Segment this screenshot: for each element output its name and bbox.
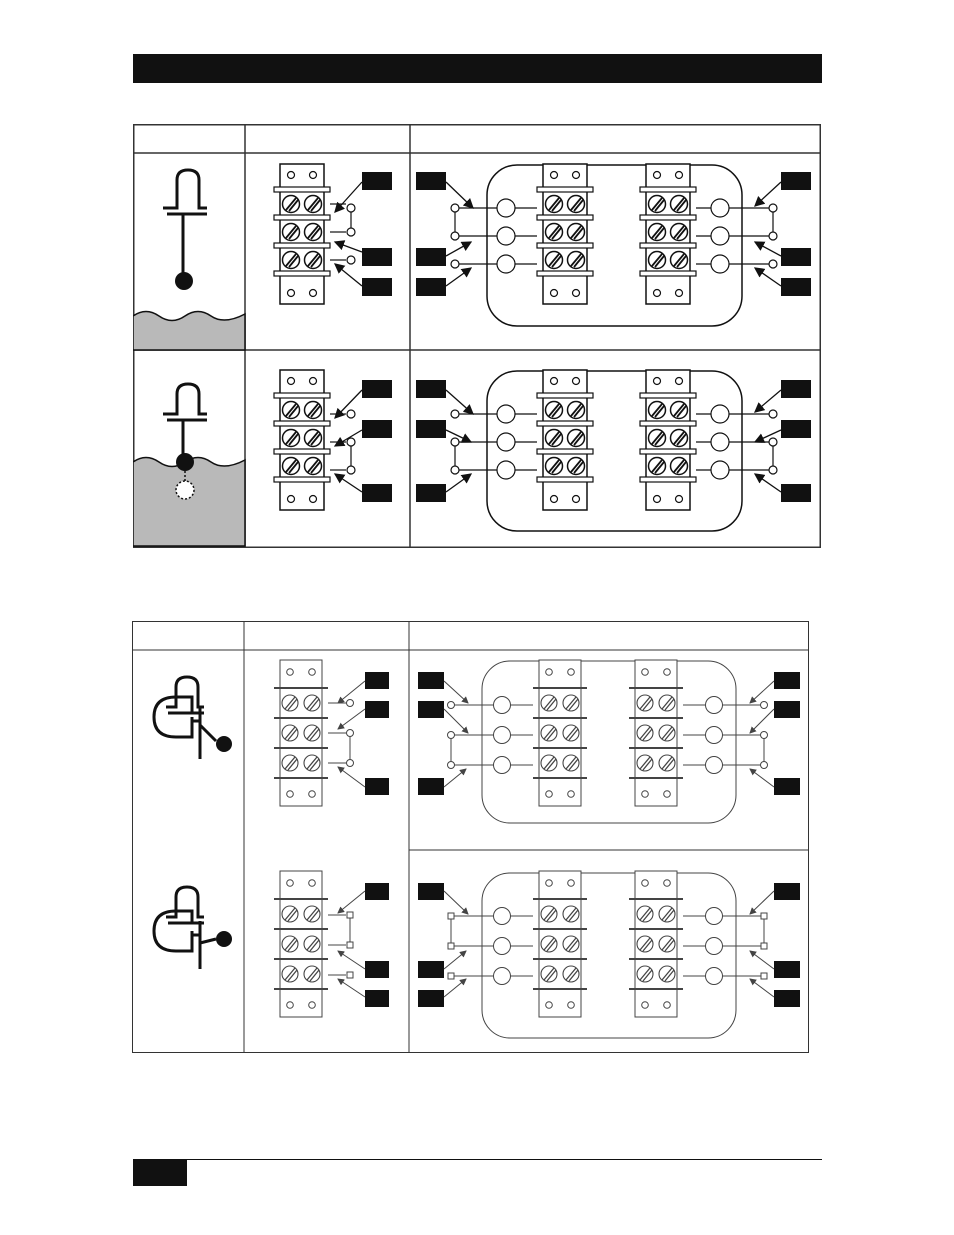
wiring-table-1 [133, 124, 821, 548]
terminal-block-icon [629, 660, 683, 806]
float-ball-icon [176, 453, 194, 471]
terminal-label-box [362, 172, 392, 190]
terminal-block-icon [537, 164, 593, 304]
terminal-block-icon [629, 871, 683, 1017]
page-number-tab [133, 1160, 187, 1186]
wiring-table-2-svg [132, 621, 809, 1055]
enclosure-outline [482, 661, 736, 823]
terminal-block-icon [274, 871, 328, 1017]
float-switch-icon [154, 677, 232, 759]
float-ball-icon [175, 272, 193, 290]
terminal-block-icon [537, 370, 593, 510]
float-ball-icon [216, 736, 232, 752]
footer-rule [133, 1159, 822, 1160]
float-switch-icon [133, 384, 245, 546]
terminal-block-icon [274, 370, 330, 510]
enclosure-outline [487, 371, 742, 531]
wiring-table-1-svg [133, 124, 821, 548]
wiring-table-2 [132, 621, 809, 1055]
terminal-block-icon [274, 164, 330, 304]
enclosure-outline [482, 873, 736, 1038]
terminal-block-icon [274, 660, 328, 806]
terminal-block-icon [533, 660, 587, 806]
header-bar [133, 54, 822, 83]
terminal-block-icon [533, 871, 587, 1017]
terminal-block-icon [640, 164, 696, 304]
enclosure-outline [487, 165, 742, 326]
float-ball-icon [216, 931, 232, 947]
terminal-label-box [362, 248, 392, 266]
table-2-border [133, 622, 809, 1053]
float-switch-icon [154, 887, 232, 969]
terminal-label-box [362, 278, 392, 296]
terminal-block-icon [640, 370, 696, 510]
float-switch-icon [133, 170, 245, 350]
